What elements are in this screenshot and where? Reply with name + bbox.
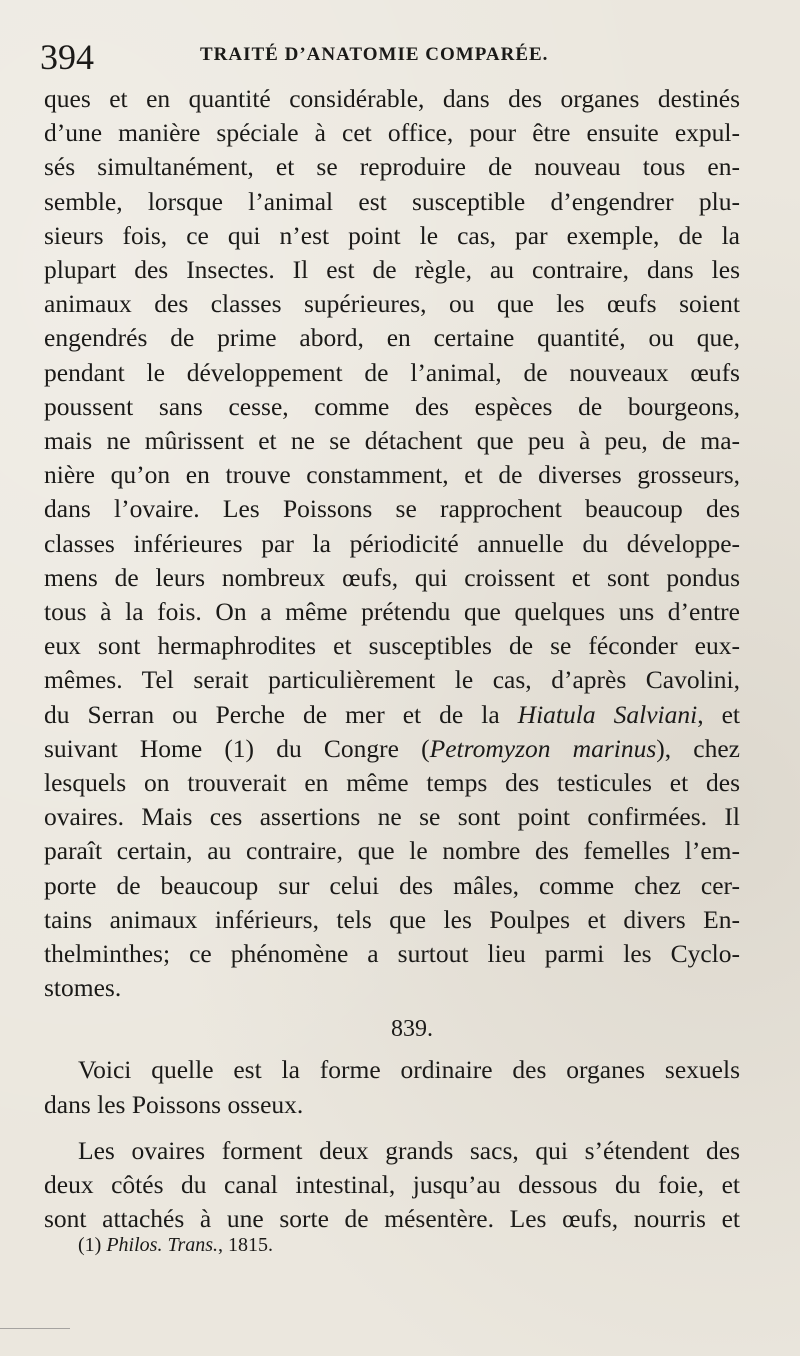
text-line-with-species-name bbox=[44, 698, 740, 732]
text-line: deux côtés du canal intestinal, jusqu’au dessous du foie, et bbox=[44, 1170, 740, 1200]
text-line: semble, lorsque l’animal est susceptible d’engendrer plu- bbox=[44, 186, 740, 216]
footnote bbox=[78, 1230, 273, 1260]
footnote-marker: (1) bbox=[78, 1234, 107, 1256]
text-line: Les ovaires forment deux grands sacs, qui s’étendent des bbox=[78, 1135, 740, 1165]
text-line-with-species-name bbox=[44, 732, 740, 766]
text-segment: suivant Home (1) du Congre ( bbox=[44, 733, 430, 763]
text-line: plupart des Insectes. Il est de règle, au contraire, dans les bbox=[44, 255, 740, 285]
running-title: TRAITÉ D’ANATOMIE COMPARÉE. bbox=[200, 44, 549, 65]
text-line: thelminthes; ce phénomène a surtout lieu parmi les Cyclo- bbox=[44, 939, 740, 969]
text-line: nière qu’on en trouve constamment, et de diverses grosseurs, bbox=[44, 460, 740, 490]
text-segment: ), chez bbox=[656, 733, 741, 763]
text-line: sieurs fois, ce qui n’est point le cas, par exemple, de la bbox=[44, 220, 740, 250]
text-line: dans les Poissons osseux. bbox=[44, 1089, 304, 1119]
species-name: Petromyzon marinus bbox=[429, 733, 657, 763]
text-line: classes inférieures par la périodicité annuelle du développe- bbox=[44, 528, 740, 558]
text-line: lesquels on trouverait en même temps des testicules et des bbox=[44, 768, 740, 798]
text-line: eux sont hermaphrodites et susceptibles de se féconder eux- bbox=[44, 631, 740, 661]
paragraph-3 bbox=[44, 1134, 740, 1237]
page-number: 394 bbox=[40, 37, 94, 77]
text-line: stomes. bbox=[44, 973, 122, 1003]
section-number: 839. bbox=[391, 1016, 433, 1043]
paragraph-2 bbox=[44, 1053, 740, 1121]
text-line: sont attachés à une sorte de mésentère. Les œufs, nourris et bbox=[44, 1204, 740, 1234]
text-line: paraît certain, au contraire, que le nombre des femelles l’em- bbox=[44, 836, 740, 866]
page-header bbox=[40, 32, 752, 82]
text-line: mais ne mûrissent et ne se détachent que peu à peu, de ma- bbox=[44, 426, 740, 456]
page-crease-mark bbox=[0, 1328, 70, 1329]
text-line: dans l’ovaire. Les Poissons se rapprochent beaucoup des bbox=[44, 494, 740, 524]
text-line: ques et en quantité considérable, dans des organes destinés bbox=[44, 84, 740, 113]
paragraph-gap bbox=[44, 1122, 740, 1134]
species-name: Hiatula Salviani bbox=[517, 699, 698, 729]
text-line: animaux des classes supérieures, ou que les œufs soient bbox=[44, 289, 740, 319]
body-text bbox=[44, 82, 740, 1237]
text-line: Voici quelle est la forme ordinaire des organes sexuels bbox=[78, 1055, 740, 1085]
footnote-citation: Philos. Trans. bbox=[106, 1234, 219, 1256]
text-line: tains animaux inférieurs, tels que les Poulpes et divers En- bbox=[44, 904, 740, 934]
text-line: engendrés de prime abord, en certaine quantité, ou que, bbox=[44, 323, 740, 353]
text-line: sés simultanément, et se reproduire de nouveau tous en- bbox=[44, 152, 740, 182]
text-line: poussent sans cesse, comme des espèces de bourgeons, bbox=[44, 391, 740, 421]
text-line: d’une manière spéciale à cet office, pour être ensuite expul- bbox=[44, 118, 740, 148]
text-line: mens de leurs nombreux œufs, qui croissent et sont pondus bbox=[44, 562, 740, 592]
text-segment: du Serran ou Perche de mer et de la bbox=[44, 699, 518, 729]
text-line: tous à la fois. On a même prétendu que quelques uns d’entre bbox=[44, 597, 740, 627]
text-line: mêmes. Tel serait particulièrement le cas, d’après Cavolini, bbox=[44, 665, 740, 695]
footnote-year: , 1815. bbox=[218, 1234, 274, 1256]
text-line: porte de beaucoup sur celui des mâles, comme chez cer- bbox=[44, 870, 740, 900]
text-segment: , et bbox=[697, 699, 740, 729]
paragraph-1 bbox=[44, 82, 740, 1005]
text-line: ovaires. Mais ces assertions ne se sont point confirmées. Il bbox=[44, 802, 740, 832]
text-line: pendant le développement de l’animal, de nouveaux œufs bbox=[44, 357, 740, 387]
